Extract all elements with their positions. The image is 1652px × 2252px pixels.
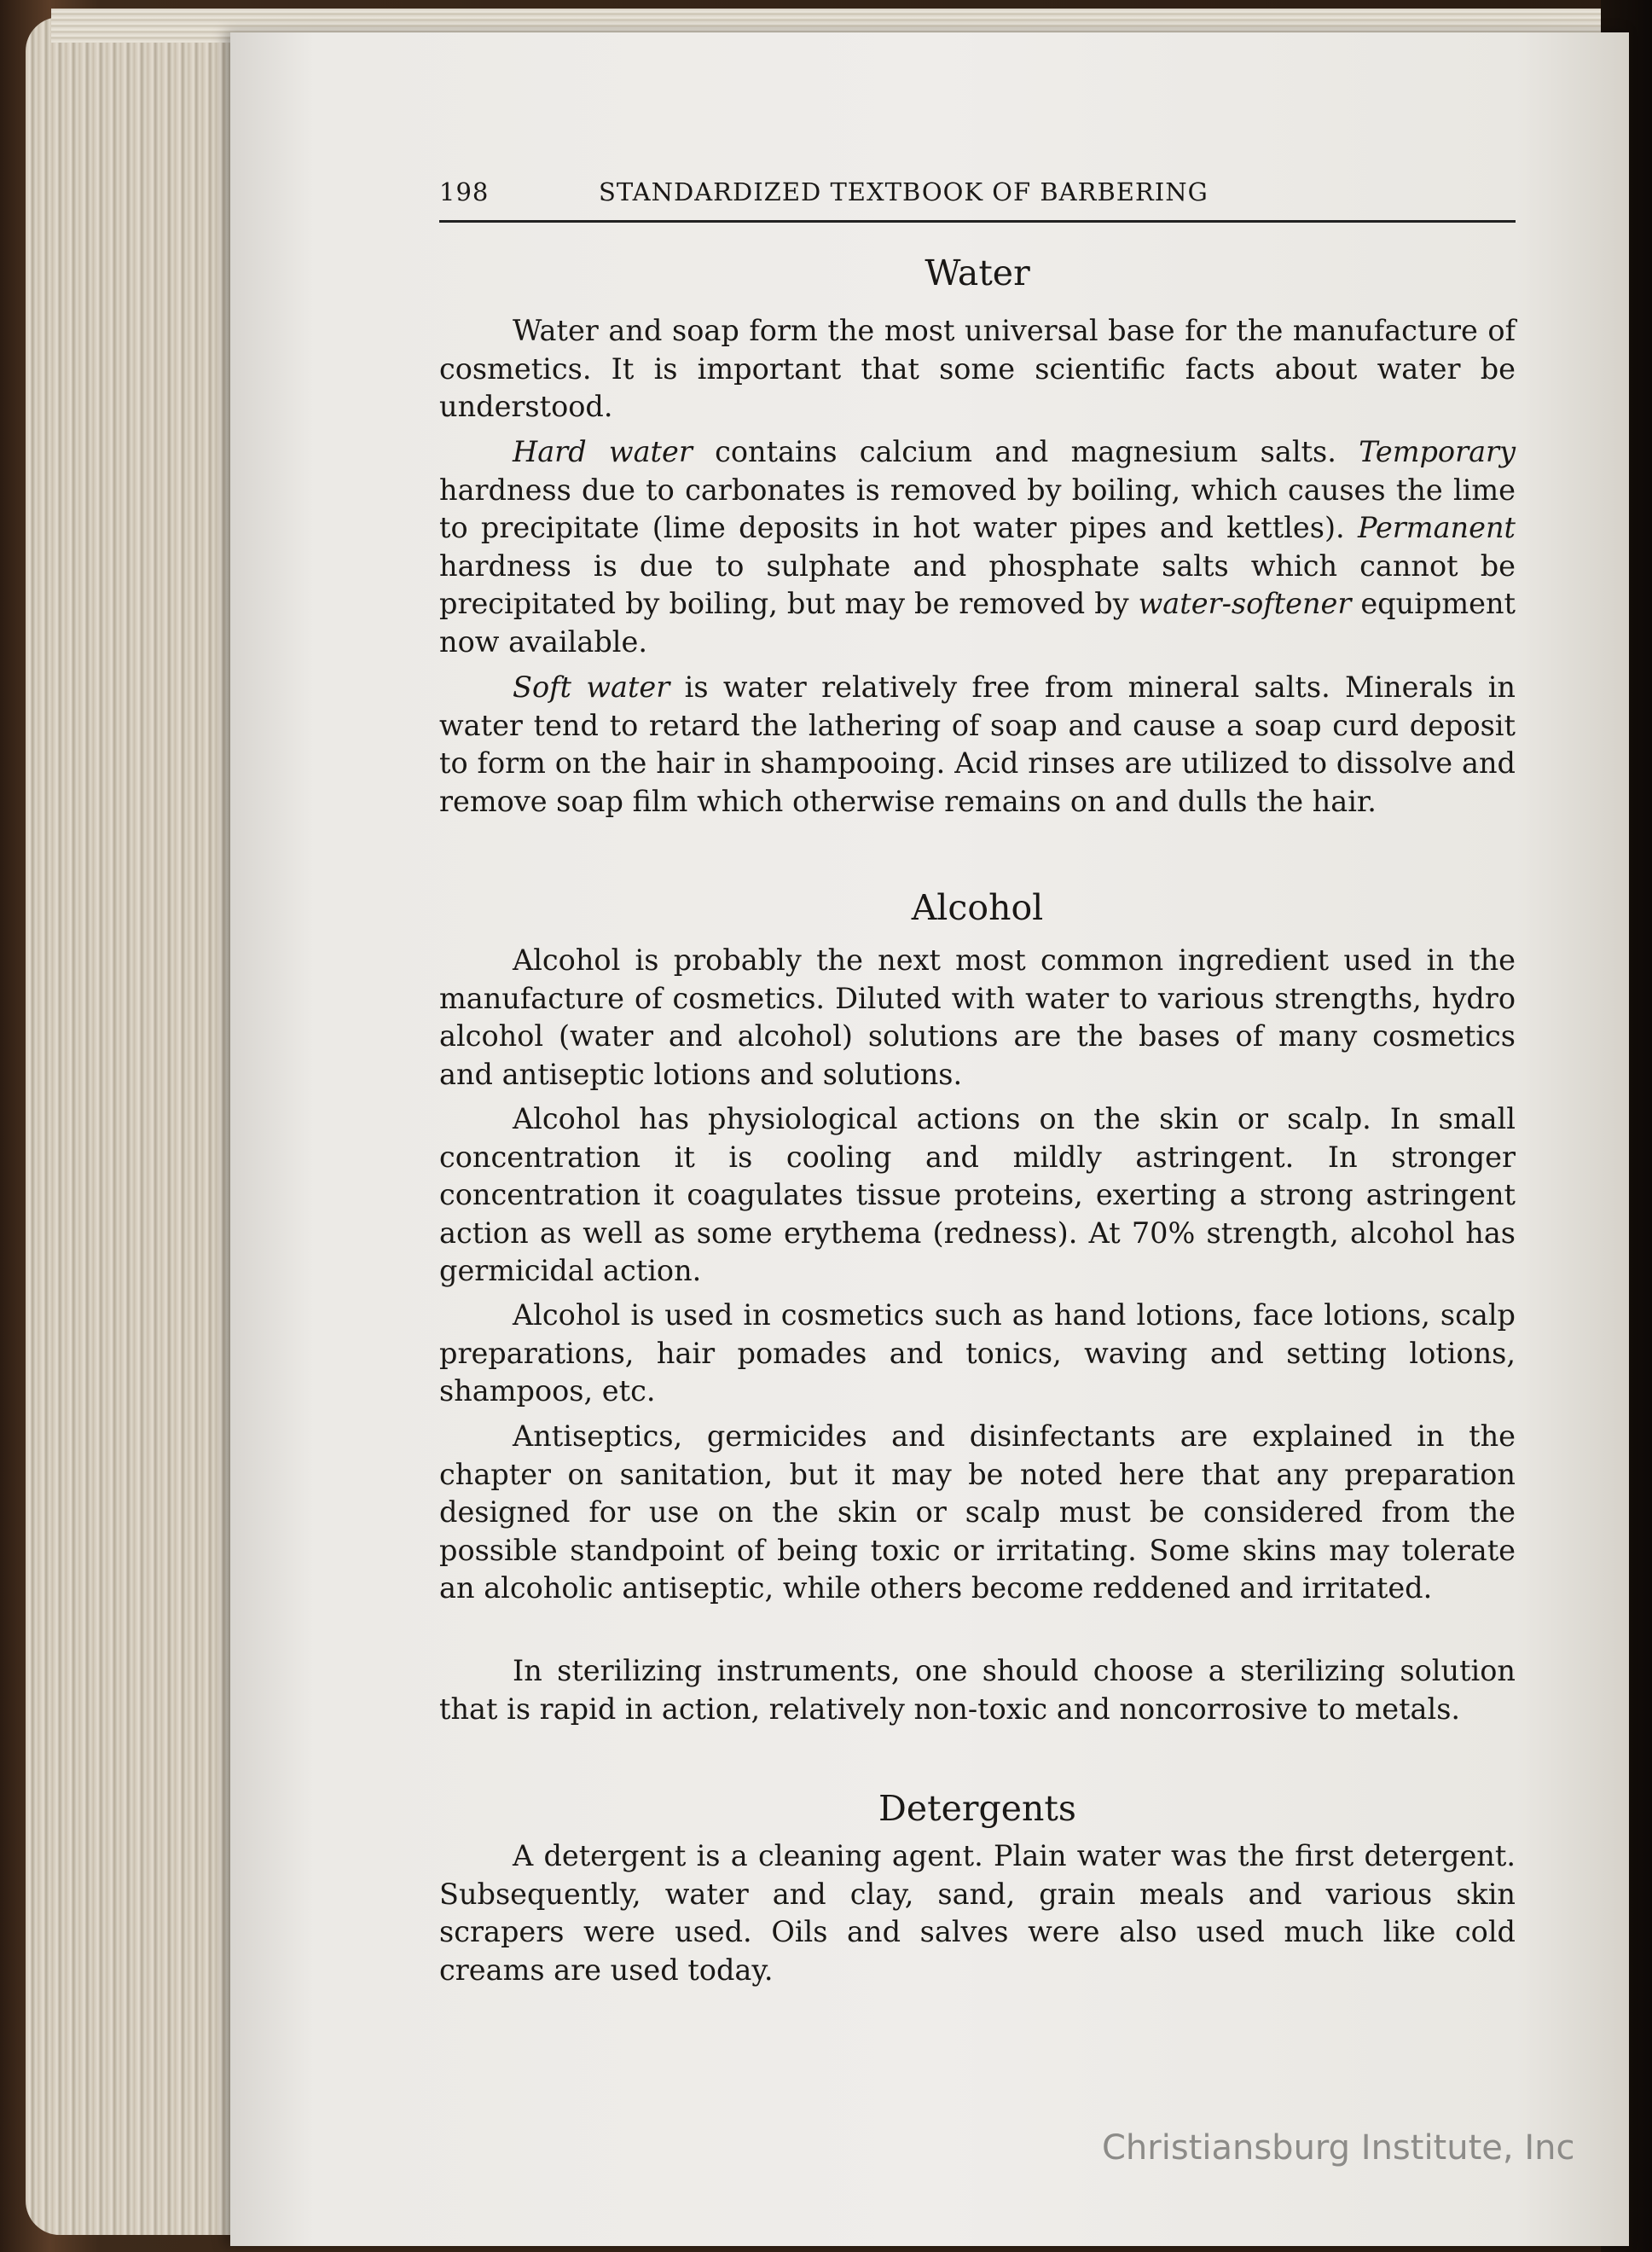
water-paragraph-2: Hard water contains calcium and magnesium salts. Temporary hardness due to carbonates is removed by boiling, which causes the lime to precipitate (lime deposits in hot water pipes and kettles). Permanent hardness is due to sulphate and phosphate salts which cannot be precipitated by boiling, but may be removed by water-softener equipment now available.	[439, 435, 1516, 659]
alcohol-paragraph-2: Alcohol has physiological actions on the skin or scalp. In small concentration it is cooling and mildly astringent. In stronger concentration it coagulates tissue proteins, exerting a strong astringent action as well as some erythema (redness). At 70% strength, alcohol has germicidal action.	[439, 1102, 1516, 1287]
term-hard-water: Hard water	[513, 435, 693, 468]
page-edges-left	[26, 17, 247, 2235]
term-temporary: Temporary	[1359, 435, 1516, 468]
watermark-text: Christiansburg Institute, Inc	[1102, 2128, 1575, 2168]
term-water-softener: water-softener	[1138, 587, 1352, 620]
detergents-paragraph-1: A detergent is a cleaning agent. Plain water was the first detergent. Subsequently, water and clay, sand, grain meals and various skin scrapers were used. Oils and salves were also used much like cold creams are used today.	[439, 1839, 1516, 1987]
running-header	[439, 177, 1516, 223]
water-paragraph-1: Water and soap form the most universal base for the manufacture of cosmetics. It is important that some scientific facts about water be understood.	[439, 314, 1516, 423]
alcohol-paragraph-1: Alcohol is probably the next most common ingredient used in the manufacture of cosmetics. Diluted with water to various strengths, hydro alcohol (water and alcohol) solutions are the bases of many cosmetics and antiseptic lotions and solutions.	[439, 943, 1516, 1091]
term-soft-water: Soft water	[513, 670, 670, 704]
term-permanent: Permanent	[1357, 511, 1516, 544]
water-paragraph-3: Soft water is water relatively free from mineral salts. Minerals in water tend to retard the lathering of soap and cause a soap curd deposit to form on the hair in shampooing. Acid rinses are utilized to dissolve and remove soap film which otherwise remains on and dulls the hair.	[439, 670, 1516, 818]
heading-alcohol: Alcohol	[911, 887, 1044, 928]
book-title: STANDARDIZED TEXTBOOK OF BARBERING	[599, 177, 1209, 206]
heading-water: Water	[925, 252, 1030, 293]
alcohol-paragraph-3: Alcohol is used in cosmetics such as hand lotions, face lotions, scalp preparations, hair pomades and tonics, waving and setting lotions, shampoos, etc.	[439, 1298, 1516, 1408]
alcohol-paragraph-5: In sterilizing instruments, one should choose a sterilizing solution that is rapid in action, relatively non-toxic and noncorrosive to metals.	[439, 1654, 1516, 1726]
page-number: 198	[439, 177, 490, 206]
alcohol-paragraph-4: Antiseptics, germicides and disinfectants are explained in the chapter on sanitation, but it may be noted here that any preparation designed for use on the skin or scalp must be considered from the possible standpoint of being toxic or irritating. Some skins may tolerate an alcoholic antiseptic, while others become reddened and irritated.	[439, 1419, 1516, 1605]
heading-detergents: Detergents	[878, 1788, 1076, 1829]
